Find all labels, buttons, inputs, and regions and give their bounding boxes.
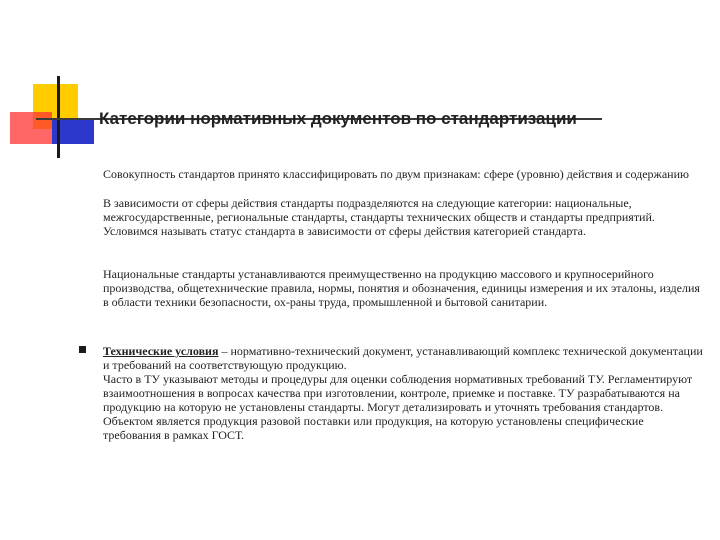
logo-vertical-line (57, 76, 60, 158)
paragraph-technical-conditions (103, 344, 703, 372)
logo-red-square (10, 112, 52, 144)
paragraph-national-standards: Национальные стандарты устанавливаются преимущественно на продукцию массового и крупносерийного производства, общетехнические правила, нормы, понятия и обозначения, единицы измерения и их эталоны, изделия в области техники безопасности, ох-раны труда, промышленной и бытовой санитарии. (103, 267, 700, 309)
paragraph-classification: Совокупность стандартов принято классифицировать по двум признакам: сфере (уровню) действия и содержанию (103, 167, 689, 181)
paragraph-categories: В зависимости от сферы действия стандарты подразделяются на следующие категории: национальные, межгосударственные, региональные стандарты, стандарты технических обществ и стандарты предприятий. Условимся называть статус стандарта в зависимости от сферы действия категорией стандарта. (103, 196, 655, 238)
definition-technical-conditions: – нормативно-технический документ, устанавливающий комплекс технической документации и требований на соответствующую продукцию. (103, 344, 703, 372)
bullet-marker-icon (79, 346, 86, 353)
slide-title: Категории нормативных документов по стандартизации (99, 109, 577, 128)
paragraph-tu-details: Часто в ТУ указывают методы и процедуры для оценки соблюдения нормативных требований ТУ. Регламентируют взаимоотношения в вопросах качества при изготовлении, контроле, приемке и поставке. ТУ разрабатываются на продукцию на которую не установлены стандарты. Могут детализировать и уточнять требования стандартов. Объектом является продукция разовой поставки или продукция, на которую установлены специфические требования в рамках ГОСТ. (103, 372, 693, 442)
term-technical-conditions: Технические условия (103, 344, 219, 358)
